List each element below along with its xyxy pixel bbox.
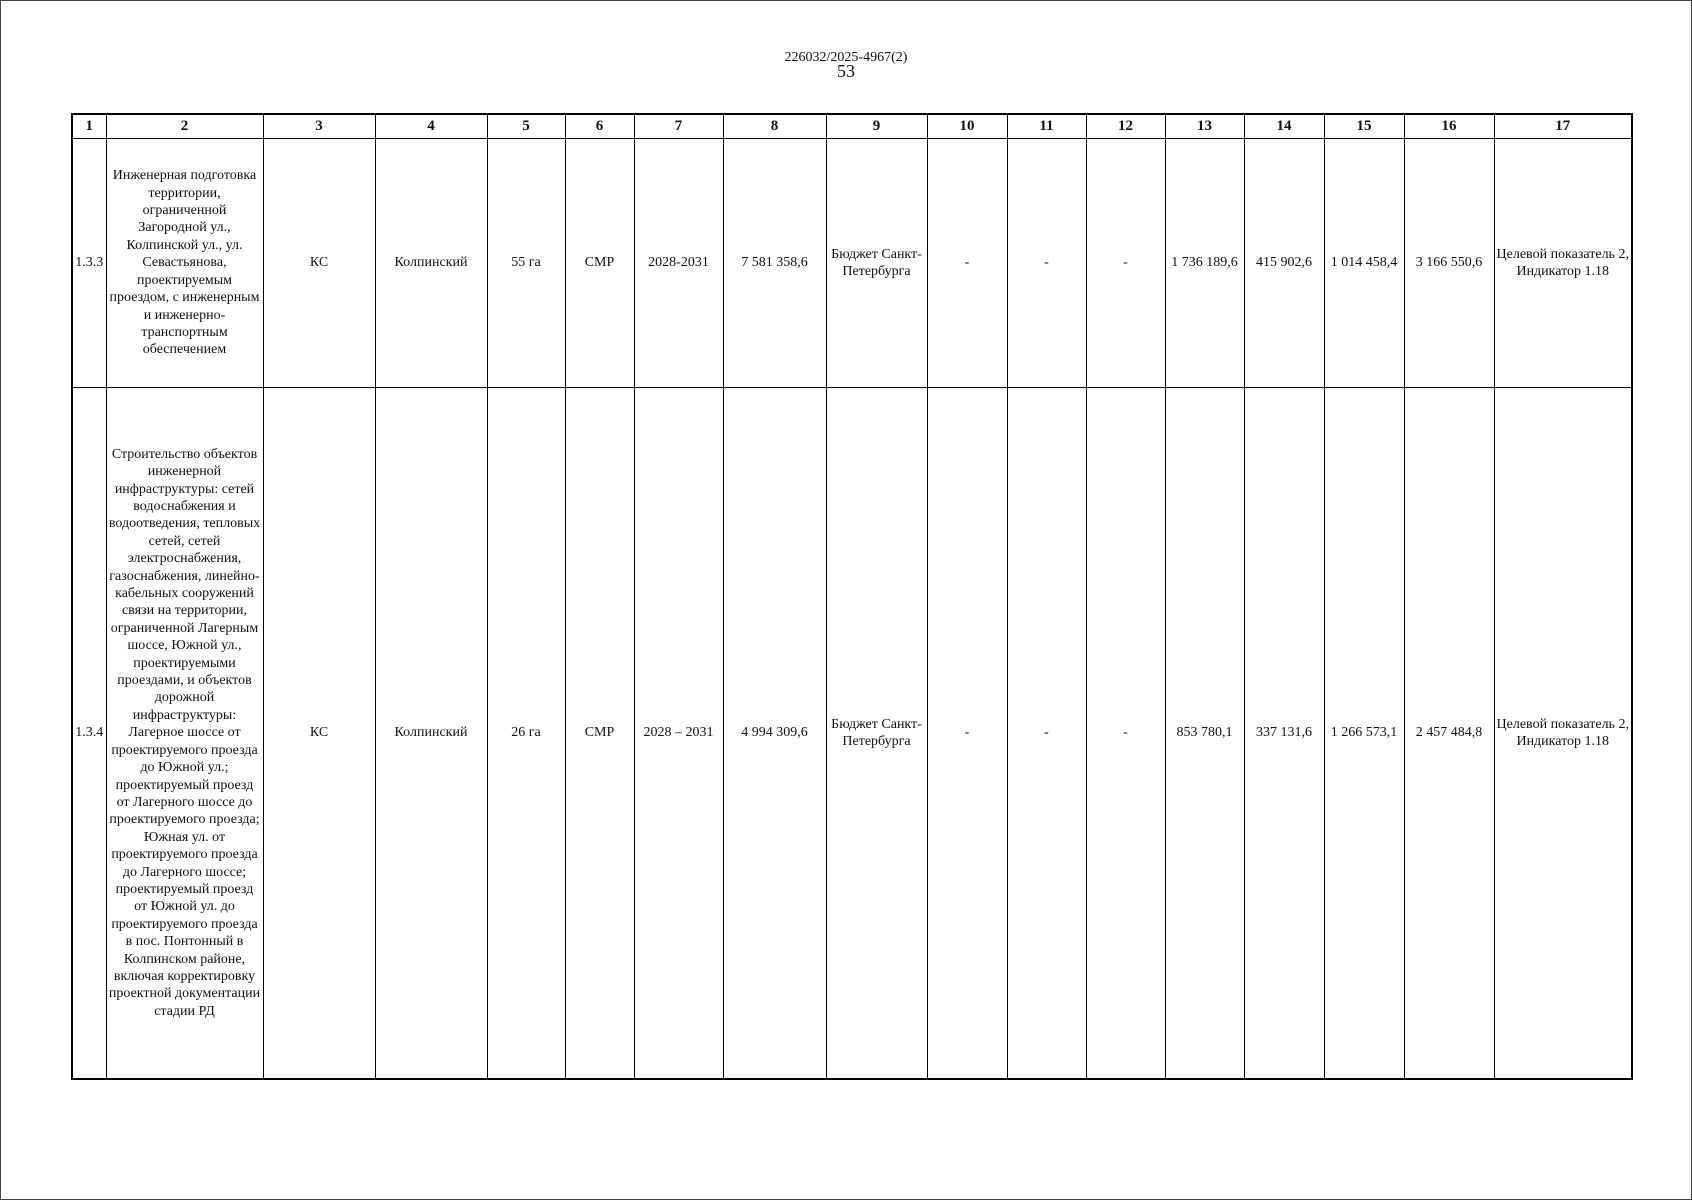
amount-cell: - bbox=[927, 388, 1007, 1080]
amount-cell: - bbox=[1086, 139, 1165, 388]
item-description-cell: Строительство объектов инженерной инфраструктуры: сетей водоснабжения и водоотведения, тепловых сетей, сетей электроснабжения, газоснабжения, линейно-кабельных сооружений связи на территории, ограниченной Лагерным шоссе, Южной ул., проектируемыми проездами, и объектов дорожной инфраструктуры: Лагерное шоссе от проектируемого проезда до Южной ул.; проектируемый проезд от Лагерного шоссе до проектируемого проезда; Южная ул. от проектируемого проезда до Лагерного шоссе; проектируемый проезд от Южной ул. до проектируемого проезда в пос. Понтонный в Колпинском районе, включая корректировку проектной документации стадии РД bbox=[106, 388, 263, 1080]
column-header: 8 bbox=[723, 114, 826, 139]
column-header: 9 bbox=[826, 114, 927, 139]
period-cell: 2028-2031 bbox=[634, 139, 723, 388]
district-cell: Колпинский bbox=[375, 139, 487, 388]
column-header: 1 bbox=[72, 114, 106, 139]
amount-cell: 337 131,6 bbox=[1244, 388, 1324, 1080]
funding-source-cell: Бюджет Санкт-Петербурга bbox=[826, 139, 927, 388]
column-header: 14 bbox=[1244, 114, 1324, 139]
work-type-cell: СМР bbox=[565, 388, 634, 1080]
column-header: 12 bbox=[1086, 114, 1165, 139]
column-header: 11 bbox=[1007, 114, 1086, 139]
column-header: 5 bbox=[487, 114, 565, 139]
amount-cell: - bbox=[927, 139, 1007, 388]
total-cost-cell: 7 581 358,6 bbox=[723, 139, 826, 388]
amount-cell: - bbox=[1007, 388, 1086, 1080]
amount-cell: - bbox=[1086, 388, 1165, 1080]
total-cost-cell: 4 994 309,6 bbox=[723, 388, 826, 1080]
customer-cell: КС bbox=[263, 139, 375, 388]
district-cell: Колпинский bbox=[375, 388, 487, 1080]
item-description-cell: Инженерная подготовка территории, ограниченной Загородной ул., Колпинской ул., ул. Севастьянова, проектируемым проездом, с инженерным и инженерно-транспортным обеспечением bbox=[106, 139, 263, 388]
area-cell: 55 га bbox=[487, 139, 565, 388]
amount-cell: 853 780,1 bbox=[1165, 388, 1244, 1080]
work-type-cell: СМР bbox=[565, 139, 634, 388]
program-table bbox=[71, 113, 1633, 1080]
amount-cell: 415 902,6 bbox=[1244, 139, 1324, 388]
amount-cell: 1 736 189,6 bbox=[1165, 139, 1244, 388]
table-row bbox=[72, 388, 1632, 1080]
column-header: 17 bbox=[1494, 114, 1632, 139]
item-code-cell: 1.3.3 bbox=[72, 139, 106, 388]
customer-cell: КС bbox=[263, 388, 375, 1080]
funding-source-cell: Бюджет Санкт-Петербурга bbox=[826, 388, 927, 1080]
column-header: 16 bbox=[1404, 114, 1494, 139]
amount-cell: 1 266 573,1 bbox=[1324, 388, 1404, 1080]
column-header: 13 bbox=[1165, 114, 1244, 139]
column-header: 7 bbox=[634, 114, 723, 139]
target-indicator-cell: Целевой показатель 2, Индикатор 1.18 bbox=[1494, 139, 1632, 388]
column-number-row bbox=[72, 114, 1632, 139]
document-number: 226032/2025-4967(2) bbox=[784, 50, 908, 65]
column-header: 10 bbox=[927, 114, 1007, 139]
area-cell: 26 га bbox=[487, 388, 565, 1080]
amount-cell: 3 166 550,6 bbox=[1404, 139, 1494, 388]
column-header: 3 bbox=[263, 114, 375, 139]
table-row bbox=[72, 139, 1632, 388]
amount-cell: 1 014 458,4 bbox=[1324, 139, 1404, 388]
amount-cell: - bbox=[1007, 139, 1086, 388]
amount-cell: 2 457 484,8 bbox=[1404, 388, 1494, 1080]
column-header: 4 bbox=[375, 114, 487, 139]
page-number: 53 bbox=[837, 61, 855, 81]
target-indicator-cell: Целевой показатель 2, Индикатор 1.18 bbox=[1494, 388, 1632, 1080]
period-cell: 2028 – 2031 bbox=[634, 388, 723, 1080]
item-code-cell: 1.3.4 bbox=[72, 388, 106, 1080]
column-header: 6 bbox=[565, 114, 634, 139]
column-header: 15 bbox=[1324, 114, 1404, 139]
column-header: 2 bbox=[106, 114, 263, 139]
